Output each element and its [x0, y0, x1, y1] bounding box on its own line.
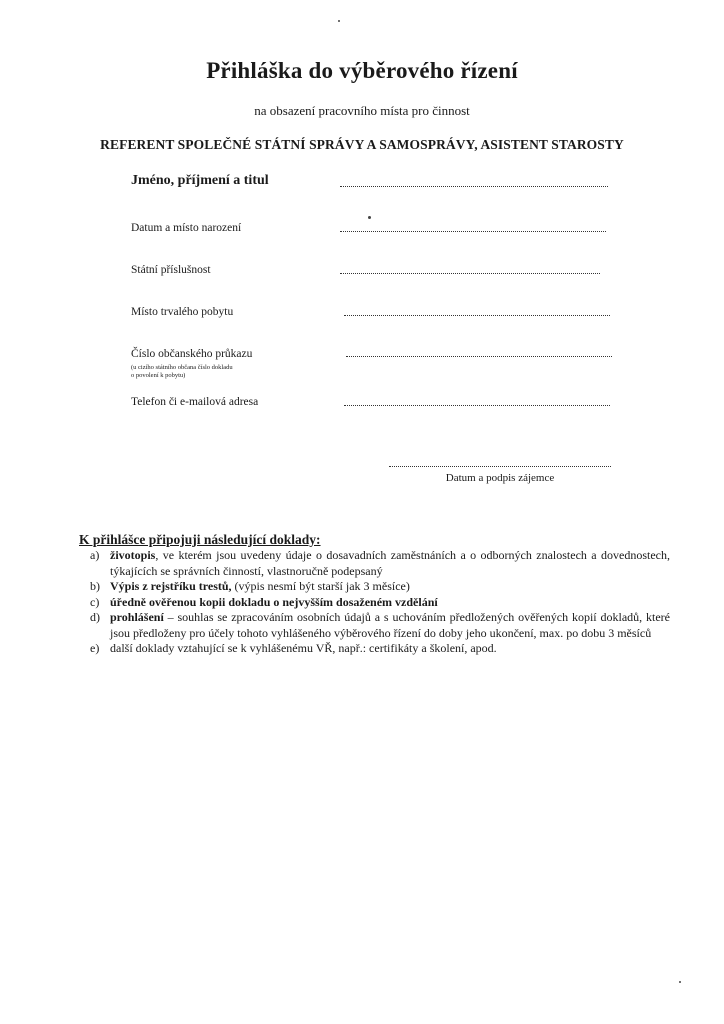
field-birth-line[interactable]	[340, 231, 606, 232]
signature-caption: Datum a podpis zájemce	[445, 472, 555, 484]
document-item-letter: d)	[90, 610, 100, 624]
document-item-d	[90, 610, 670, 641]
field-id-card-line[interactable]	[346, 356, 612, 357]
document-item-letter: c)	[90, 594, 100, 609]
document-item-letter: a)	[90, 548, 100, 562]
scan-speck	[368, 216, 371, 219]
documents-list	[90, 548, 670, 657]
document-item-a	[90, 548, 670, 579]
document-item-text: , ve kterém jsou uvedeny údaje o dosavadních zaměstnáních a o odborných znalostech a dovednostech, týkajících se správních činností, vlastnoručně podepsaný	[110, 548, 670, 578]
position-name: REFERENT SPOLEČNÉ STÁTNÍ SPRÁVY A SAMOSPRÁVY, ASISTENT STAROSTY	[100, 137, 624, 152]
document-item-letter: b)	[90, 579, 100, 593]
document-item-e	[90, 641, 670, 657]
documents-heading: K přihlášce připojuji následující doklady:	[79, 532, 321, 547]
scan-speck	[679, 981, 681, 983]
document-item-bold: prohlášení	[110, 610, 164, 624]
document-item-text: (výpis nesmí být starší jak 3 měsíce)	[231, 579, 410, 593]
scan-speck	[338, 20, 340, 22]
document-item-bold: úředně ověřenou kopii dokladu o nejvyšším dosaženém vzdělání	[110, 594, 438, 609]
field-contact-label: Telefon či e-mailová adresa	[131, 396, 259, 408]
field-id-card-note-2: o povolení k pobytu)	[131, 372, 186, 379]
page-subtitle: na obsazení pracovního místa pro činnost	[254, 103, 470, 118]
document-item-text: další doklady vztahující se k vyhlášenému VŘ, např.: certifikáty a školení, apod.	[110, 641, 497, 655]
field-residence-label: Místo trvalého pobytu	[131, 306, 234, 318]
field-name-line[interactable]	[340, 186, 608, 187]
field-id-card-note-1: (u cizího státního občana číslo dokladu	[131, 364, 233, 371]
document-item-c	[90, 595, 670, 611]
document-item-letter: e)	[90, 641, 100, 655]
document-item-text: – souhlas se zpracováním osobních údajů a s uchováním předložených ověřených kopií dokladů, které jsou předloženy pro účely tohoto vyhlášeného výběrového řízení do doby jeho ukončení, max. po dobu 3 měsíců	[110, 610, 670, 640]
signature-line[interactable]	[389, 466, 611, 467]
field-citizenship-line[interactable]	[340, 273, 600, 274]
field-name-label: Jméno, příjmení a titul	[131, 173, 269, 188]
document-item-bold: Výpis z rejstříku trestů,	[110, 579, 232, 593]
field-residence-line[interactable]	[344, 315, 610, 316]
page-title: Přihláška do výběrového řízení	[206, 58, 518, 83]
field-contact-line[interactable]	[344, 405, 610, 406]
document-item-b	[90, 579, 670, 595]
field-birth-label: Datum a místo narození	[131, 222, 242, 234]
field-citizenship-label: Státní příslušnost	[131, 264, 211, 276]
field-id-card-label: Číslo občanského průkazu	[131, 348, 253, 360]
document-item-bold: životopis	[110, 548, 156, 562]
